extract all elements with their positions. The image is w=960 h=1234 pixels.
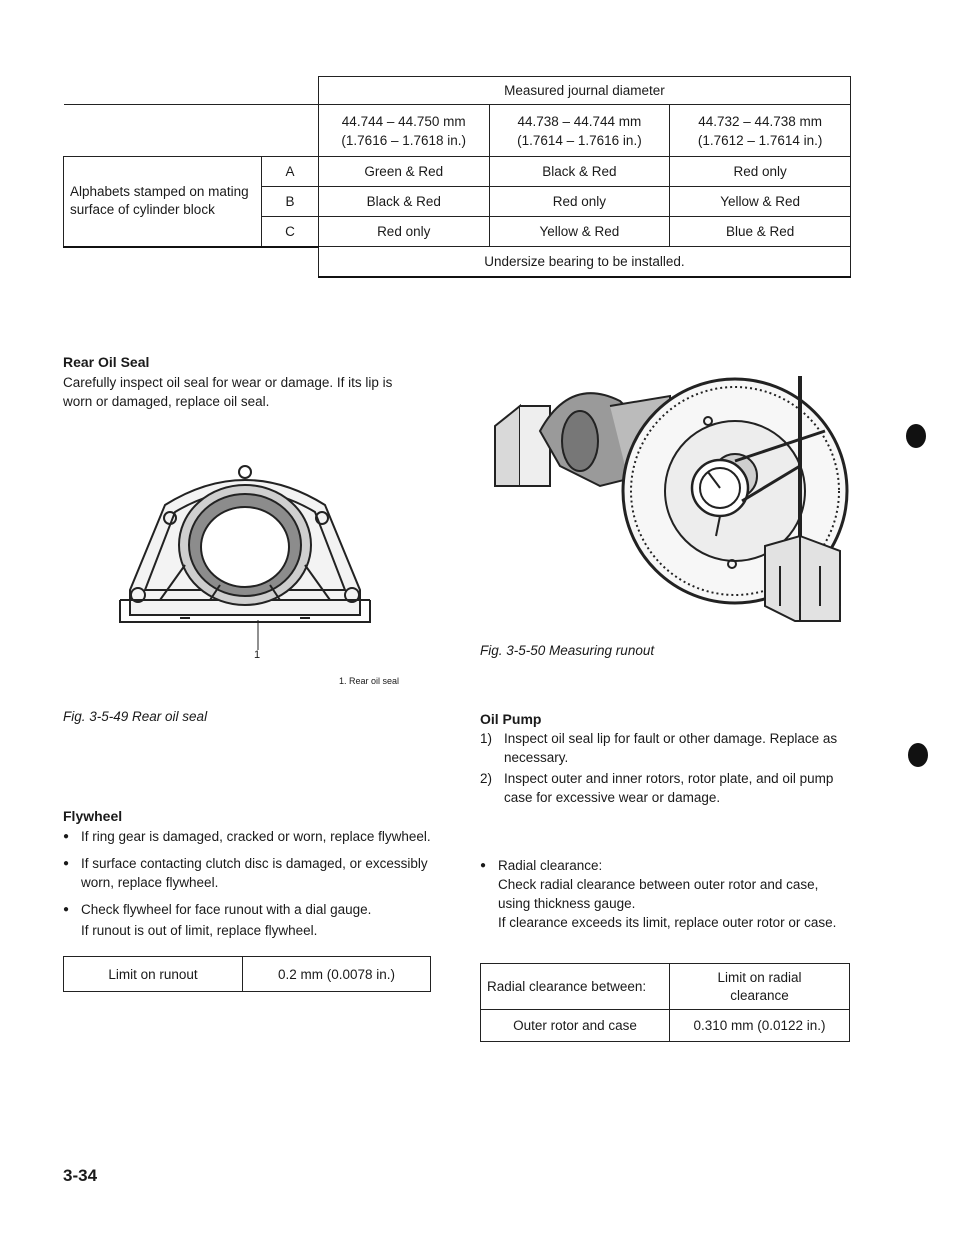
list-item: 2) Inspect outer and inner rotors, rotor plate, and oil pump case for excessive wear or damage. [480,771,834,805]
binding-dot [906,424,926,448]
range-col-2: 44.738 – 44.744 mm (1.7614 – 1.7616 in.) [489,105,670,157]
figure-legend: 1. Rear oil seal [339,676,400,686]
journal-bearing-table [63,76,851,278]
radial-clearance-item [480,856,850,875]
table-footer: Undersize bearing to be installed. [318,247,850,277]
list-item: 1) Inspect oil seal lip for fault or other damage. Replace as necessary. [480,731,838,765]
oil-pump-steps [480,729,850,809]
runout-limit-table [63,956,431,992]
radial-header-1: Radial clearance between: [481,964,670,1010]
list-item: ● If surface contacting clutch disc is damaged, or excessibly worn, replace flywheel. [63,854,431,892]
list-item: ● Check flywheel for face runout with a dial gauge. [63,900,431,919]
radial-clearance-table [480,963,850,1042]
flywheel-note: If runout is out of limit, replace flywheel. [81,923,318,938]
radial-text-1: Check radial clearance between outer rotor and case, using thickness gauge. [498,877,819,911]
table-row: C Red only Yellow & Red Blue & Red [64,217,851,247]
flywheel-heading: Flywheel [63,808,123,824]
flywheel-list [63,827,431,919]
table-header: Measured journal diameter [318,77,850,105]
rear-oil-seal-heading: Rear Oil Seal [63,354,150,370]
table-corner [64,77,319,105]
fig-caption-50: Fig. 3-5-50 Measuring runout [480,643,655,658]
list-item: ● Radial clearance: [480,856,850,875]
list-item: ● If ring gear is damaged, cracked or worn, replace flywheel. [63,827,431,846]
row-label: Alphabets stamped on mating surface of cylinder block [64,157,262,247]
radial-text-2: If clearance exceeds its limit, replace outer rotor or case. [498,915,837,930]
rear-oil-seal-body: Carefully inspect oil seal for wear or damage. If its lip is worn or damaged, replace oil seal. [63,375,393,409]
limit-value: 0.2 mm (0.0078 in.) [243,957,431,992]
runout-measurement-illustration [480,336,850,636]
range-col-3: 44.732 – 44.738 mm (1.7612 – 1.7614 in.) [670,105,851,157]
page-number: 3-34 [63,1166,98,1185]
radial-cell-1: Outer rotor and case [481,1010,670,1042]
limit-label: Limit on runout [64,957,243,992]
figure-callout: 1 [254,649,261,661]
rear-oil-seal-illustration [110,450,380,665]
table-row: B Black & Red Red only Yellow & Red [64,187,851,217]
fig-caption-49: Fig. 3-5-49 Rear oil seal [63,709,208,724]
binding-dot [908,743,928,767]
range-col-1: 44.744 – 44.750 mm (1.7616 – 1.7618 in.) [318,105,489,157]
oil-pump-heading: Oil Pump [480,711,542,727]
table-row: Alphabets stamped on mating surface of cylinder block A Green & Red Black & Red Red only [64,157,851,187]
radial-header-2: Limit on radial clearance [670,964,850,1010]
radial-cell-2: 0.310 mm (0.0122 in.) [670,1010,850,1042]
